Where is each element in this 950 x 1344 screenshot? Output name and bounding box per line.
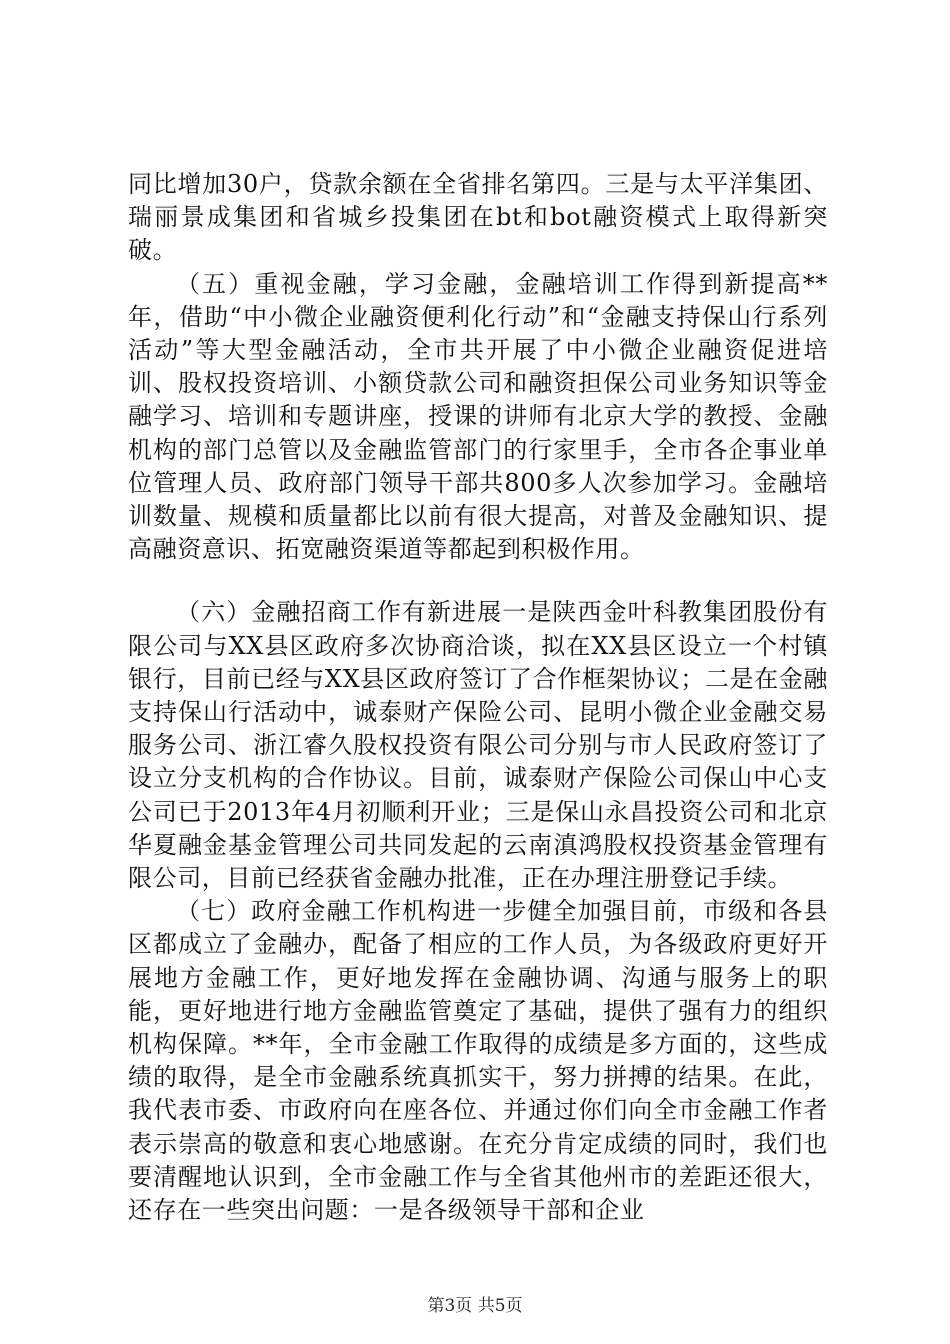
- page-footer: 第3页 共5页: [427, 1296, 523, 1316]
- paragraph-section-5: （五）重视金融，学习金融，金融培训工作得到新提高**年，借助“中小微企业融资便利化行动”和“金融支持保山行系列活动”等大型金融活动，全市共开展了中小微企业融资促进培训、股权投资培训、小额贷款公司和融资担保公司业务知识等金融学习、培训和专题讲座，授课的讲师有北京大学的教授、金融机构的部门总管以及金融监管部门的行家里手，全市各企事业单位管理人员、政府部门领导干部共800多人次参加学习。金融培训数量、规模和质量都比以前有很大提高，对普及金融知识、提高融资意识、拓宽融资渠道等都起到积极作用。: [128, 269, 828, 564]
- paragraph-section-6: （六）金融招商工作有新进展一是陕西金叶科教集团股份有限公司与XX县区政府多次协商洽谈，拟在XX县区设立一个村镇银行，目前已经与XX县区政府签订了合作框架协议；二是在金融支持保山行活动中，诚泰财产保险公司、昆明小微企业金融交易服务公司、浙江睿久股权投资有限公司分别与市人民政府签订了设立分支机构的合作协议。目前，诚泰财产保险公司保山中心支公司已于2013年4月初顺利开业；三是保山永昌投资公司和北京华夏融金基金管理公司共同发起的云南滇鸿股权投资基金管理有限公司，目前已经获省金融办批准，正在办理注册登记手续。: [128, 598, 828, 893]
- paragraph-spacer: [128, 566, 828, 596]
- paragraph-section-7: （七）政府金融工作机构进一步健全加强目前，市级和各县区都成立了金融办，配备了相应的工作人员，为各级政府更好开展地方金融工作，更好地发挥在金融协调、沟通与服务上的职能，更好地进行地方金融监管奠定了基础，提供了强有力的组织机构保障。**年，全市金融工作取得的成绩是多方面的，这些成绩的取得，是全市金融系统真抓实干，努力拼搏的结果。在此，我代表市委、市政府向在座各位、并通过你们向全市金融工作者表示崇高的敬意和衷心地感谢。在充分肯定成绩的同时，我们也要清醒地认识到，全市金融工作与全省其他州市的差距还很大，还存在一些突出问题：一是各级领导干部和企业: [128, 897, 828, 1225]
- paragraph-continuation: 同比增加30户，贷款余额在全省排名第四。三是与太平洋集团、瑞丽景成集团和省城乡投集团在bt和bot融资模式上取得新突破。: [128, 170, 828, 265]
- document-body: [128, 168, 828, 1227]
